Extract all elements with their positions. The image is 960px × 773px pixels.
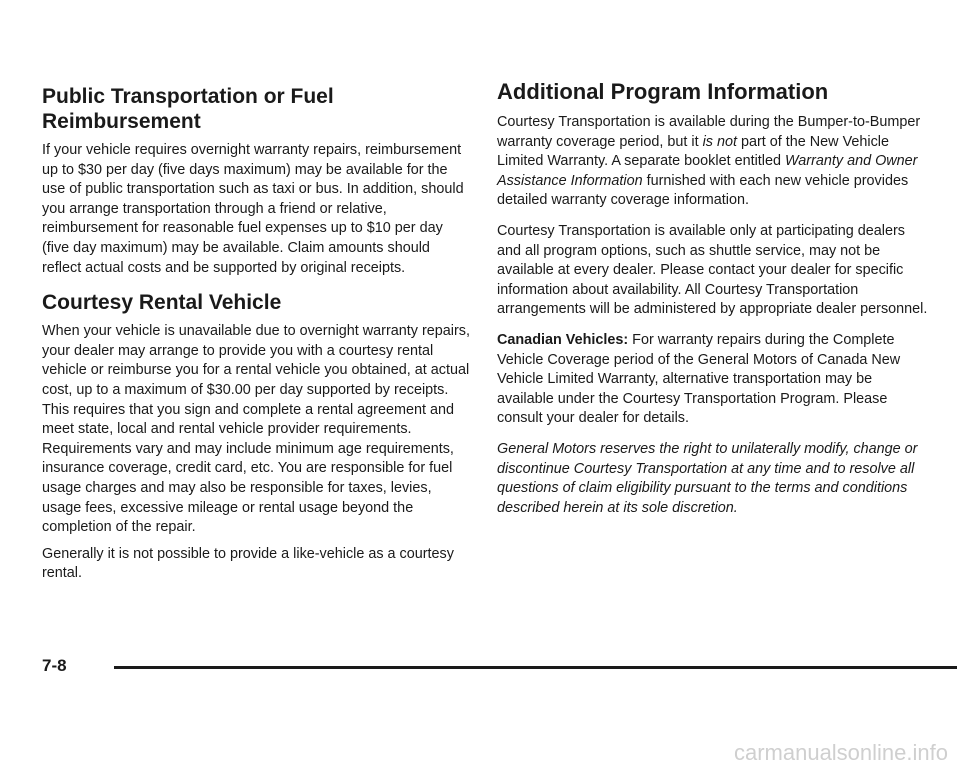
- paragraph-courtesy-transportation-intro: Courtesy Transportation is available during the Bumper-to-Bumper warranty coverage period, but it is not part of the New Vehicle Limited Warranty. A separate booklet entitled Warranty and Owner Assistance Information furnished with each new vehicle provides detailed warranty coverage information.: [497, 114, 921, 209]
- heading-additional-program: Additional Program Information: [497, 79, 829, 104]
- footer-rule: [114, 666, 957, 669]
- paragraph-participating-dealers: Courtesy Transportation is available only at participating dealers and all program options, such as shuttle service, may not be available at every dealer. Please contact your dealer for specific information about availability. All Courtesy Transportation arrangements will be administered by appropriate dealer personnel.: [497, 222, 928, 318]
- heading-public-transportation: Public Transportation or Fuel Reimbursement: [42, 85, 334, 133]
- paragraph-like-vehicle: Generally it is not possible to provide a like-vehicle as a courtesy rental.: [42, 545, 454, 582]
- paragraph-gm-reserves: General Motors reserves the right to unilaterally modify, change or discontinue Courtesy Transportation at any time and to resolve all questions of claim eligibility pursuant to the terms and conditions described herein at its sole discretion.: [497, 440, 918, 516]
- canadian-vehicles-label: Canadian Vehicles:: [497, 331, 629, 348]
- paragraph-courtesy-rental: When your vehicle is unavailable due to overnight warranty repairs, your dealer may arrange to provide you with a courtesy rental vehicle or reimburse you for a rental vehicle you obtained, at actual cost, up to a maximum of $30.00 per day supported by receipts. This requires that you sign and complete a rental agreement and meet state, local and rental vehicle provider requirements. Requirements vary and may include minimum age requirements, insurance coverage, credit card, etc. You are responsible for fuel usage charges and may also be responsible for taxes, levies, usage fees, excessive mileage or rental usage beyond the completion of the repair.: [42, 323, 470, 536]
- left-column: [42, 84, 472, 584]
- heading-courtesy-rental: Courtesy Rental Vehicle: [42, 291, 282, 315]
- page-footer: [42, 656, 922, 676]
- right-column: [497, 78, 929, 518]
- watermark-text: carmanualsonline.info: [733, 740, 948, 765]
- page-number: 7-8: [42, 656, 67, 675]
- paragraph-public-transportation: If your vehicle requires overnight warranty repairs, reimbursement up to $30 per day (five days maximum) may be available for the use of public transportation such as taxi or bus. In addition, should you arrange transportation through a friend or relative, reimbursement for reasonable fuel expenses up to $10 per day (five day maximum) may be available. Claim amounts should reflect actual costs and be supported by original receipts.: [42, 142, 464, 276]
- paragraph-canadian-vehicles: Canadian Vehicles: For warranty repairs during the Complete Vehicle Coverage period of the General Motors of Canada New Vehicle Limited Warranty, alternative transportation may be available under the Courtesy Transportation Program. Please consult your dealer for details.: [497, 331, 901, 427]
